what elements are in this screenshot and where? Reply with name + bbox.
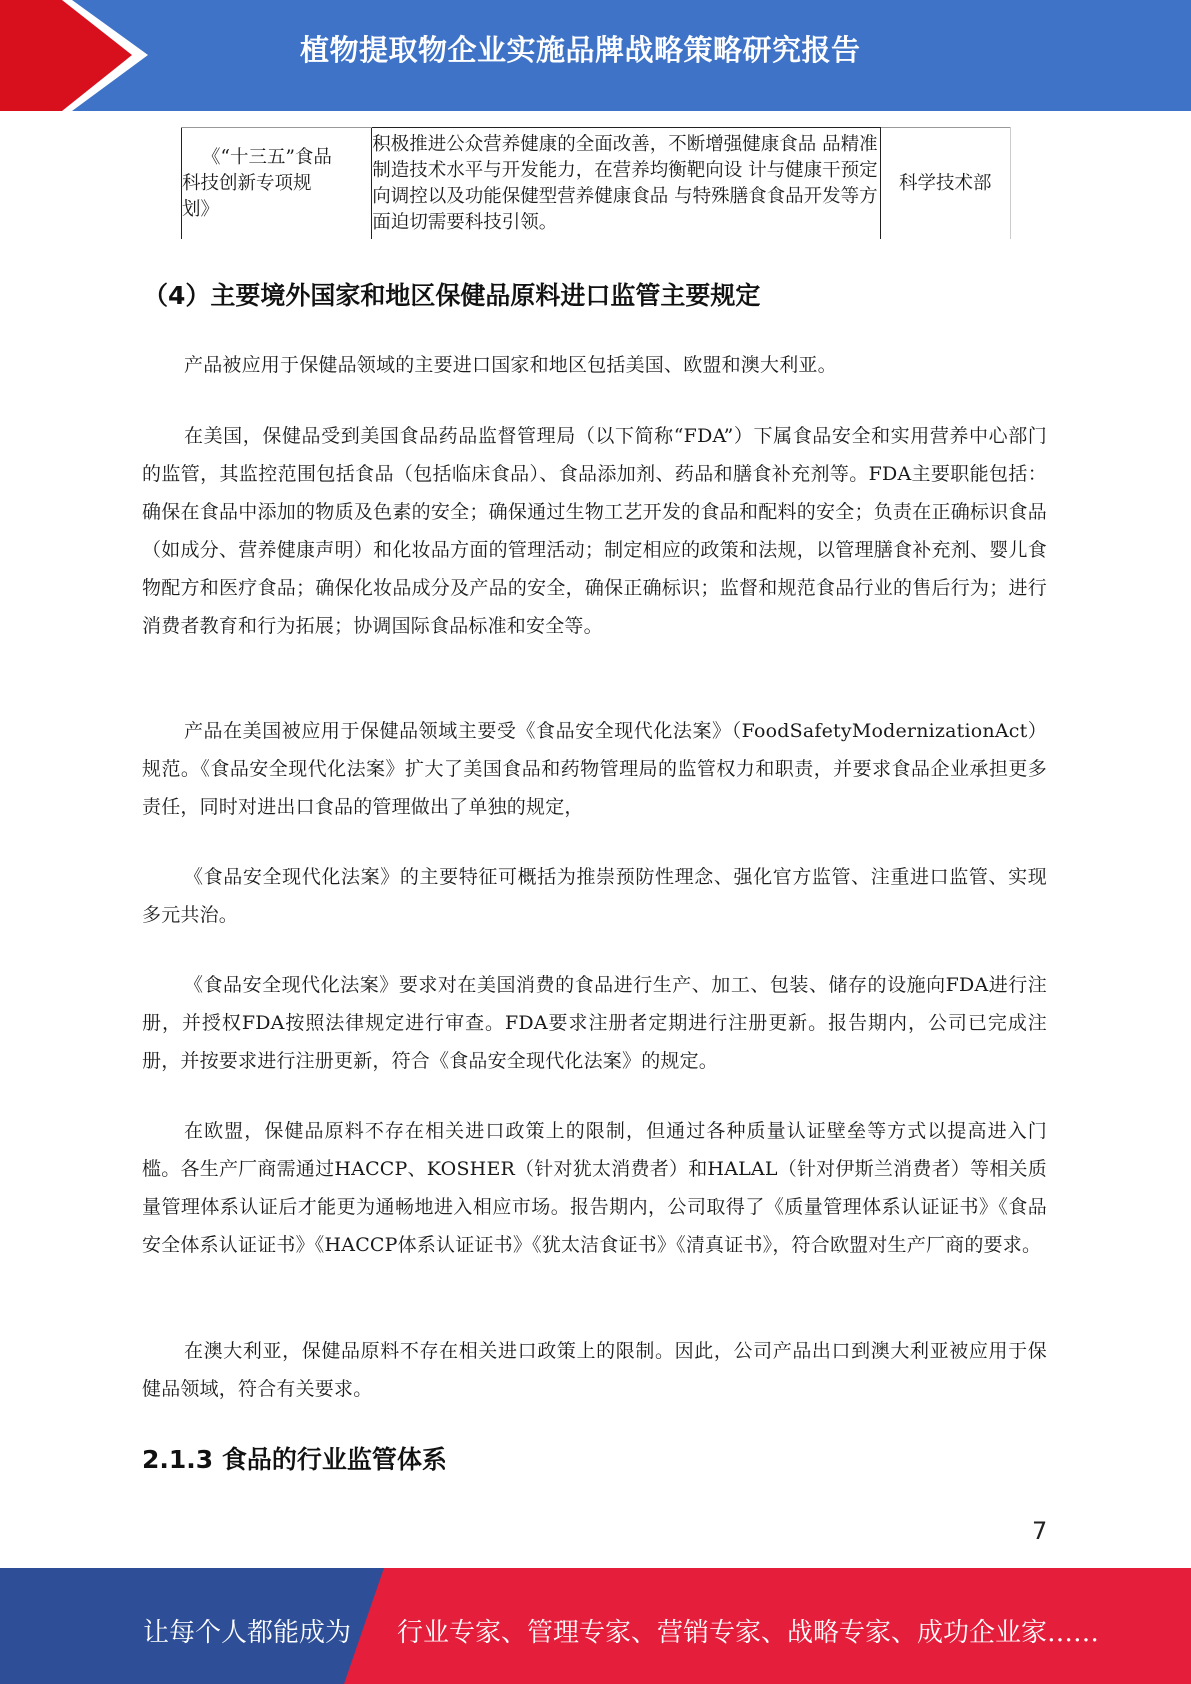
section-heading: （4）主要境外国家和地区保健品原料进口监管主要规定	[143, 281, 761, 310]
footer-slogan-left: 让每个人都能成为	[143, 1618, 352, 1648]
body-paragraph: 《食品安全现代化法案》的主要特征可概括为推崇预防性理念、强化官方监管、注重进口监管、实现多元共治。	[142, 866, 1047, 926]
body-paragraph: 产品被应用于保健品领域的主要进口国家和地区包括美国、欧盟和澳大利亚。	[184, 354, 837, 376]
footer-slogan-right: 行业专家、管理专家、营销专家、战略专家、成功企业家……	[397, 1618, 1100, 1648]
report-title: 植物提取物企业实施品牌战略策略研究报告	[300, 33, 861, 67]
body-paragraph: 在美国，保健品受到美国食品药品监督管理局（以下简称“FDA”）下属食品安全和实用营养中心部门的监管，其监控范围包括食品（包括临床食品）、食品添加剂、药品和膳食补充剂等。FDA主要职能包括：确保在食品中添加的物质及色素的安全；确保通过生物工艺开发的食品和配料的安全；负责在正确标识食品（如成分、营养健康声明）和化妆品方面的管理活动；制定相应的政策和法规，以管理膳食补充剂、婴儿食物配方和医疗食品；确保化妆品成分及产品的安全，确保正确标识；监督和规范食品行业的售后行为；进行消费者教育和行为拓展；协调国际食品标准和安全等。	[142, 425, 1047, 637]
policy-name-line: 划》	[182, 198, 220, 220]
page-header	[0, 0, 1191, 111]
policy-department-cell: 科学技术部	[880, 128, 1010, 240]
policy-name-line: 科技创新专项规	[182, 172, 312, 194]
subsection-heading: 2.1.3 食品的行业监管体系	[142, 1445, 447, 1474]
body-paragraph: 《食品安全现代化法案》要求对在美国消费的食品进行生产、加工、包装、储存的设施向FDA进行注册，并授权FDA按照法律规定进行审查。FDA要求注册者定期进行注册更新。报告期内，公司已完成注册，并按要求进行注册更新，符合《食品安全现代化法案》的规定。	[142, 974, 1047, 1072]
policy-name-line: 《“十三五”食品	[202, 146, 332, 168]
page-number: 7	[1032, 1517, 1048, 1545]
body-paragraph: 产品在美国被应用于保健品领域主要受《食品安全现代化法案》（FoodSafetyModernizationAct）规范。《食品安全现代化法案》扩大了美国食品和药物管理局的监管权力和职责，并要求食品企业承担更多责任，同时对进出口食品的管理做出了单独的规定，	[142, 720, 1047, 818]
policy-name-cell	[182, 128, 372, 240]
page-footer	[0, 1568, 1191, 1684]
policy-table	[181, 127, 1011, 239]
body-paragraph: 在澳大利亚，保健品原料不存在相关进口政策上的限制。因此，公司产品出口到澳大利亚被应用于保健品领域，符合有关要求。	[142, 1340, 1047, 1400]
body-paragraph: 在欧盟，保健品原料不存在相关进口政策上的限制，但通过各种质量认证壁垒等方式以提高进入门槛。各生产厂商需通过HACCP、KOSHER（针对犹太消费者）和HALAL（针对伊斯兰消费者）等相关质量管理体系认证后才能更为通畅地进入相应市场。报告期内，公司取得了《质量管理体系认证证书》《食品安全体系认证证书》《HACCP体系认证证书》《犹太洁食证书》《清真证书》，符合欧盟对生产厂商的要求。	[142, 1120, 1047, 1256]
policy-description-cell: 积极推进公众营养健康的全面改善，不断增强健康食品 品精准制造技术水平与开发能力，在营养均衡靶向设 计与健康干预定向调控以及功能保健型营养健康食品 与特殊膳食食品开发等方面迫切需要科技引领。	[372, 128, 880, 240]
table-row	[182, 128, 1011, 240]
